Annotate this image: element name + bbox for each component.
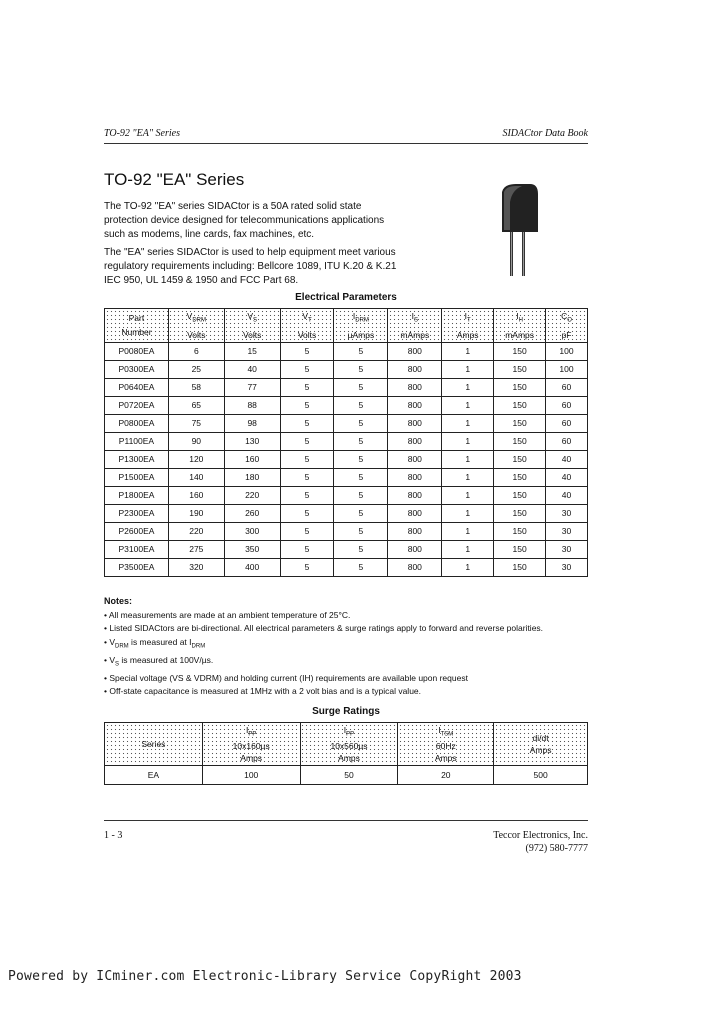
cell: 5	[280, 450, 334, 468]
surge-ratings-table	[104, 722, 588, 785]
to92-package-image	[494, 182, 544, 278]
cell: 150	[494, 468, 546, 486]
cell: 5	[334, 468, 388, 486]
cell: 5	[334, 486, 388, 504]
cell: 800	[388, 360, 442, 378]
table-row	[105, 766, 588, 785]
cell: 1	[442, 540, 494, 558]
cell: 100	[546, 342, 588, 360]
col-series: Series	[105, 723, 203, 766]
cell: 300	[224, 522, 280, 540]
intro-paragraph-2: The "EA" series SIDACtor is used to help equipment meet various regulatory requirements including: Bellcore 1089, ITU K.20 & K.21 IEC 950, UL 1459 & 1950 and FCC Part 68.	[104, 247, 397, 286]
col-didt: di/dt Amps	[494, 723, 588, 766]
cell: 40	[546, 450, 588, 468]
cell: 5	[280, 432, 334, 450]
cell: 220	[224, 486, 280, 504]
cell: P1300EA	[105, 450, 169, 468]
cell: 1	[442, 414, 494, 432]
note-item: • $V_{DRM}$ is measured at $I_{DRM}$	[104, 636, 206, 650]
col-ipp-160: $I_{PP}$ 10x160µs Amps	[202, 723, 300, 766]
intro-paragraph-1: The TO-92 "EA" series SIDACtor is a 50A rated solid state protection device designed for telecommunications applications such as modems, line cards, fax machines, etc.	[104, 201, 385, 240]
col-is: $I_S$ mAmps	[388, 309, 442, 343]
cell: 190	[168, 504, 224, 522]
table-row	[105, 468, 588, 486]
cell: 140	[168, 468, 224, 486]
cell: 30	[546, 558, 588, 576]
cell: 800	[388, 468, 442, 486]
cell: 220	[168, 522, 224, 540]
cell: 5	[280, 396, 334, 414]
cell: 800	[388, 378, 442, 396]
cell: 1	[442, 468, 494, 486]
cell: 5	[334, 540, 388, 558]
cell: P0640EA	[105, 378, 169, 396]
cell: 5	[334, 360, 388, 378]
cell: 150	[494, 378, 546, 396]
cell: 150	[494, 360, 546, 378]
table-row	[105, 486, 588, 504]
running-header-right: SIDACtor Data Book	[502, 128, 588, 139]
cell: 800	[388, 396, 442, 414]
cell: 40	[546, 486, 588, 504]
cell: 6	[168, 342, 224, 360]
cell: 5	[334, 414, 388, 432]
company-name: Teccor Electronics, Inc.	[493, 830, 588, 841]
cell: P1500EA	[105, 468, 169, 486]
cell: 150	[494, 432, 546, 450]
running-header-left: TO-92 "EA" Series	[104, 128, 180, 139]
cell: 5	[334, 432, 388, 450]
cell: 58	[168, 378, 224, 396]
header-rule	[104, 143, 588, 144]
cell: 1	[442, 522, 494, 540]
cell: 150	[494, 522, 546, 540]
cell: 90	[168, 432, 224, 450]
col-ipp-560: $I_{PP}$ 10x560µs Amps	[300, 723, 398, 766]
cell: 800	[388, 342, 442, 360]
col-co: $C_O$ pF	[546, 309, 588, 343]
cell: 150	[494, 342, 546, 360]
cell: 800	[388, 414, 442, 432]
table-row	[105, 342, 588, 360]
note-item: • Off-state capacitance is measured at 1MHz with a 2 volt bias and is a typical value.	[104, 686, 422, 697]
cell: 275	[168, 540, 224, 558]
cell: P0080EA	[105, 342, 169, 360]
cell: 100	[546, 360, 588, 378]
cell: 1	[442, 450, 494, 468]
cell: 5	[280, 522, 334, 540]
cell: 150	[494, 504, 546, 522]
cell: 1	[442, 486, 494, 504]
cell: 77	[224, 378, 280, 396]
cell: 800	[388, 432, 442, 450]
surge-ratings-title: Surge Ratings	[312, 706, 380, 717]
cell: 1	[442, 378, 494, 396]
col-vs: $V_S$ Volts	[224, 309, 280, 343]
cell: 60	[546, 396, 588, 414]
cell: P1800EA	[105, 486, 169, 504]
cell: 150	[494, 396, 546, 414]
col-itsm: $I_{TSM}$ 60Hz Amps	[398, 723, 494, 766]
cell: 800	[388, 540, 442, 558]
notes-section	[104, 595, 543, 699]
cell: 50	[300, 766, 398, 785]
cell: 5	[280, 558, 334, 576]
cell: P0720EA	[105, 396, 169, 414]
cell: 1	[442, 360, 494, 378]
electrical-parameters-title: Electrical Parameters	[295, 292, 397, 303]
cell: 5	[280, 468, 334, 486]
cell: 88	[224, 396, 280, 414]
cell: 1	[442, 504, 494, 522]
cell: 60	[546, 432, 588, 450]
cell: 100	[202, 766, 300, 785]
cell: 120	[168, 450, 224, 468]
cell: 800	[388, 450, 442, 468]
table-row	[105, 396, 588, 414]
cell: 60	[546, 378, 588, 396]
cell: 5	[280, 504, 334, 522]
cell: 5	[280, 378, 334, 396]
col-part: Part Number	[105, 309, 169, 343]
cell: 30	[546, 504, 588, 522]
cell: 30	[546, 522, 588, 540]
cell: 150	[494, 450, 546, 468]
note-item: • Special voltage (VS & VDRM) and holding current (IH) requirements are available upon request	[104, 672, 468, 683]
table-header-row	[105, 723, 588, 766]
table-row	[105, 504, 588, 522]
cell: 5	[334, 378, 388, 396]
cell: 800	[388, 486, 442, 504]
table-row	[105, 414, 588, 432]
page-number: 1 - 3	[104, 830, 123, 841]
cell: P2300EA	[105, 504, 169, 522]
cell: P1100EA	[105, 432, 169, 450]
cell: P3500EA	[105, 558, 169, 576]
table-row	[105, 450, 588, 468]
cell: 40	[546, 468, 588, 486]
watermark-text: Powered by ICminer.com Electronic-Library Service CopyRight 2003	[8, 969, 522, 984]
cell: 5	[334, 504, 388, 522]
col-vt: $V_T$ Volts	[280, 309, 334, 343]
cell: 800	[388, 558, 442, 576]
note-item: • $V_S$ is measured at 100V/µs.	[104, 654, 214, 668]
cell: 5	[280, 486, 334, 504]
cell: P0800EA	[105, 414, 169, 432]
cell: 65	[168, 396, 224, 414]
cell: 1	[442, 432, 494, 450]
cell: 160	[224, 450, 280, 468]
cell: 5	[280, 414, 334, 432]
cell: 5	[334, 342, 388, 360]
cell: 40	[224, 360, 280, 378]
cell: 15	[224, 342, 280, 360]
cell: 25	[168, 360, 224, 378]
cell: 5	[334, 522, 388, 540]
cell: 180	[224, 468, 280, 486]
cell: 75	[168, 414, 224, 432]
electrical-parameters-table	[104, 308, 588, 577]
cell: 30	[546, 540, 588, 558]
cell: 350	[224, 540, 280, 558]
cell: 130	[224, 432, 280, 450]
table-row	[105, 360, 588, 378]
cell: P2600EA	[105, 522, 169, 540]
footer-rule	[104, 820, 588, 821]
cell: 98	[224, 414, 280, 432]
cell: 5	[280, 360, 334, 378]
cell: 320	[168, 558, 224, 576]
cell: EA	[105, 766, 203, 785]
cell: 500	[494, 766, 588, 785]
cell: 5	[334, 396, 388, 414]
cell: 20	[398, 766, 494, 785]
cell: 150	[494, 486, 546, 504]
cell: 5	[280, 540, 334, 558]
table-row	[105, 558, 588, 576]
col-idrm: $I_{DRM}$ µAmps	[334, 309, 388, 343]
table-row	[105, 432, 588, 450]
notes-title: Notes:	[104, 596, 133, 606]
cell: 60	[546, 414, 588, 432]
cell: 5	[334, 558, 388, 576]
note-item: • Listed SIDACtors are bi-directional. All electrical parameters & surge ratings apply to forward and reverse polarities.	[104, 623, 544, 633]
cell: P0300EA	[105, 360, 169, 378]
cell: 1	[442, 396, 494, 414]
company-phone: (972) 580-7777	[525, 843, 588, 854]
cell: 150	[494, 414, 546, 432]
cell: 800	[388, 504, 442, 522]
table-header-row	[105, 309, 588, 343]
note-item: • All measurements are made at an ambient temperature of 25°C.	[104, 609, 351, 620]
table-row	[105, 378, 588, 396]
cell: 1	[442, 342, 494, 360]
cell: 1	[442, 558, 494, 576]
cell: 400	[224, 558, 280, 576]
cell: 260	[224, 504, 280, 522]
cell: 150	[494, 540, 546, 558]
cell: 5	[280, 342, 334, 360]
col-it: $I_T$ Amps	[442, 309, 494, 343]
col-ih: $I_H$ mAmps	[494, 309, 546, 343]
page-title: TO-92 "EA" Series	[104, 170, 245, 189]
table-row	[105, 540, 588, 558]
cell: P3100EA	[105, 540, 169, 558]
table-row	[105, 522, 588, 540]
cell: 160	[168, 486, 224, 504]
col-vdrm: $V_{DRM}$ Volts	[168, 309, 224, 343]
cell: 800	[388, 522, 442, 540]
cell: 150	[494, 558, 546, 576]
cell: 5	[334, 450, 388, 468]
